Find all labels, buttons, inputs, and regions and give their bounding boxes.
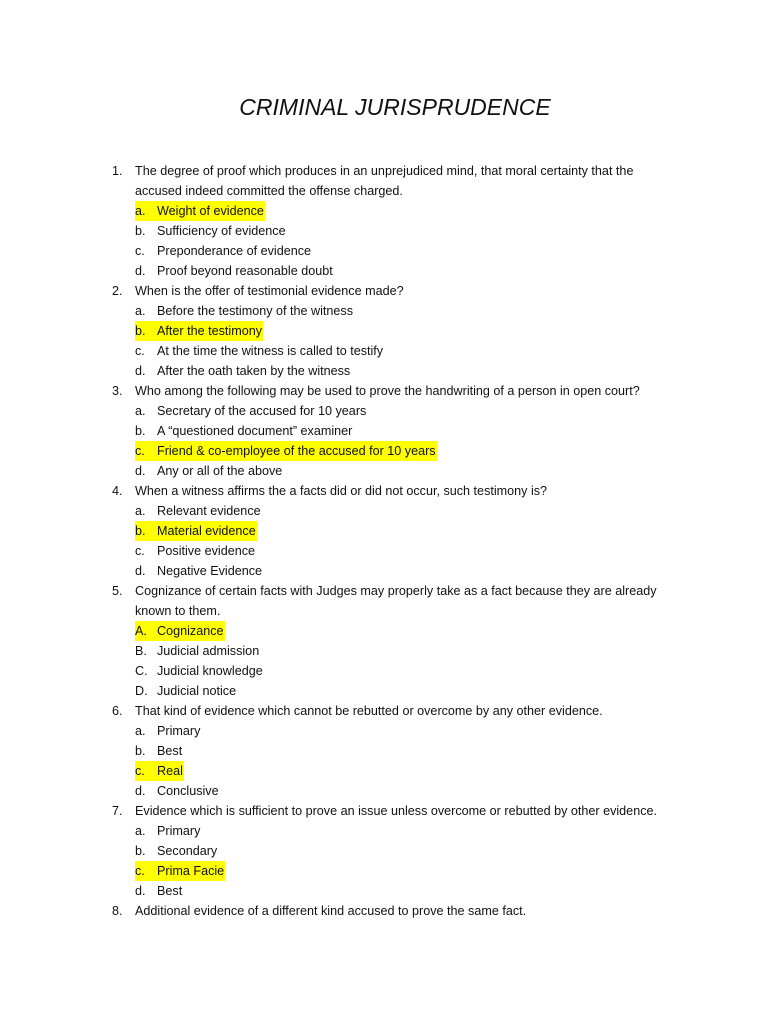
option-content [135, 541, 256, 561]
answer-option-highlighted [135, 321, 672, 341]
option-letter: c. [135, 444, 145, 458]
question-text: When is the offer of testimonial evidence made? [135, 284, 404, 298]
question-item [112, 901, 672, 921]
option-content [135, 741, 183, 761]
question-number: 3. [112, 384, 123, 398]
option-text: After the testimony [157, 324, 262, 338]
option-list [112, 201, 672, 281]
option-content [135, 781, 220, 801]
option-text: Relevant evidence [157, 504, 261, 518]
option-text: Cognizance [157, 624, 224, 638]
answer-option [135, 641, 672, 661]
option-content [135, 361, 351, 381]
option-letter: d. [135, 884, 146, 898]
option-letter: a. [135, 824, 146, 838]
answer-option [135, 401, 672, 421]
option-letter: d. [135, 564, 146, 578]
option-letter: A. [135, 624, 147, 638]
option-letter: C. [135, 664, 148, 678]
question-text: The degree of proof which produces in an unprejudiced mind, that moral certainty that the accused indeed committed the offense charged. [135, 164, 634, 198]
question-item [112, 161, 672, 281]
question-number: 4. [112, 484, 123, 498]
option-text: Best [157, 884, 183, 898]
option-text: Before the testimony of the witness [157, 304, 354, 318]
option-content [135, 241, 312, 261]
option-content [135, 501, 262, 521]
answer-option [135, 821, 672, 841]
question-number: 8. [112, 904, 123, 918]
option-content [135, 681, 237, 701]
option-content [135, 401, 367, 421]
answer-option [135, 341, 672, 361]
answer-option [135, 881, 672, 901]
highlight-marker [135, 761, 184, 781]
option-letter: d. [135, 464, 146, 478]
option-letter: a. [135, 504, 146, 518]
question-item [112, 281, 672, 381]
answer-option [135, 501, 672, 521]
option-content [135, 821, 201, 841]
option-text: Best [157, 744, 183, 758]
option-text: Conclusive [157, 784, 219, 798]
answer-option [135, 681, 672, 701]
option-letter: c. [135, 244, 145, 258]
question-number: 7. [112, 804, 123, 818]
page-title: CRIMINAL JURISPRUDENCE [239, 94, 551, 120]
question-row [112, 161, 672, 201]
question-row [112, 901, 672, 921]
option-list [112, 401, 672, 481]
question-item [112, 581, 672, 701]
option-text: Judicial notice [157, 684, 237, 698]
option-text: Secondary [157, 844, 218, 858]
option-content [135, 641, 260, 661]
option-text: Preponderance of evidence [157, 244, 312, 258]
option-content [135, 561, 263, 581]
question-item [112, 381, 672, 481]
answer-option [135, 781, 672, 801]
option-text: At the time the witness is called to testify [157, 344, 384, 358]
highlight-marker [135, 321, 263, 341]
answer-option [135, 421, 672, 441]
option-letter: b. [135, 844, 146, 858]
answer-option [135, 221, 672, 241]
option-list [112, 621, 672, 701]
question-text: That kind of evidence which cannot be rebutted or overcome by any other evidence. [135, 704, 603, 718]
question-text: Cognizance of certain facts with Judges may properly take as a fact because they are already known to them. [135, 584, 657, 618]
option-content [135, 341, 384, 361]
option-content [135, 221, 287, 241]
option-content [135, 661, 264, 681]
question-row [112, 481, 672, 501]
option-list [112, 301, 672, 381]
highlight-marker [135, 621, 225, 641]
option-content [135, 721, 201, 741]
option-letter: c. [135, 544, 145, 558]
question-row [112, 701, 672, 721]
option-letter: d. [135, 364, 146, 378]
answer-option [135, 261, 672, 281]
answer-option-highlighted [135, 441, 672, 461]
question-text: When a witness affirms the a facts did or did not occur, such testimony is? [135, 484, 548, 498]
highlight-marker [135, 861, 225, 881]
option-text: Primary [157, 824, 201, 838]
option-text: Positive evidence [157, 544, 256, 558]
question-number: 1. [112, 164, 123, 178]
option-letter: D. [135, 684, 148, 698]
question-row [112, 281, 672, 301]
answer-option-highlighted [135, 521, 672, 541]
option-letter: c. [135, 764, 145, 778]
question-list [112, 161, 672, 921]
option-text: Friend & co-employee of the accused for 10 years [157, 444, 436, 458]
highlight-marker [135, 201, 265, 221]
option-letter: a. [135, 404, 146, 418]
option-text: Sufficiency of evidence [157, 224, 286, 238]
option-content [135, 461, 283, 481]
option-letter: c. [135, 864, 145, 878]
option-text: Real [157, 764, 183, 778]
highlight-marker [135, 521, 257, 541]
option-text: Prima Facie [157, 864, 225, 878]
option-text: Judicial admission [157, 644, 260, 658]
answer-option-highlighted [135, 761, 672, 781]
option-text: Weight of evidence [157, 204, 264, 218]
question-number: 6. [112, 704, 123, 718]
option-content [135, 881, 183, 901]
question-item [112, 801, 672, 901]
option-letter: b. [135, 744, 146, 758]
option-text: Proof beyond reasonable doubt [157, 264, 333, 278]
option-content [135, 841, 218, 861]
answer-option [135, 841, 672, 861]
answer-option-highlighted [135, 201, 672, 221]
answer-option [135, 661, 672, 681]
option-content [135, 301, 354, 321]
option-letter: a. [135, 204, 146, 218]
answer-option-highlighted [135, 861, 672, 881]
option-text: Any or all of the above [157, 464, 283, 478]
option-letter: b. [135, 424, 146, 438]
option-text: Judicial knowledge [157, 664, 263, 678]
question-text: Evidence which is sufficient to prove an issue unless overcome or rebutted by other evidence. [135, 804, 657, 818]
option-letter: d. [135, 784, 146, 798]
highlight-marker [135, 441, 437, 461]
option-list [112, 501, 672, 581]
question-row [112, 581, 672, 621]
option-letter: b. [135, 224, 146, 238]
option-letter: a. [135, 304, 146, 318]
option-list [112, 721, 672, 801]
answer-option [135, 561, 672, 581]
option-letter: d. [135, 264, 146, 278]
question-item [112, 481, 672, 581]
answer-option-highlighted [135, 621, 672, 641]
answer-option [135, 241, 672, 261]
question-item [112, 701, 672, 801]
answer-option [135, 461, 672, 481]
option-content [135, 261, 334, 281]
question-row [112, 381, 672, 401]
option-text: Primary [157, 724, 201, 738]
option-text: After the oath taken by the witness [157, 364, 351, 378]
question-number: 5. [112, 584, 123, 598]
answer-option [135, 741, 672, 761]
question-row [112, 801, 672, 821]
option-text: Negative Evidence [157, 564, 263, 578]
option-letter: B. [135, 644, 147, 658]
option-letter: b. [135, 524, 146, 538]
option-letter: c. [135, 344, 145, 358]
answer-option [135, 721, 672, 741]
option-letter: b. [135, 324, 146, 338]
option-text: A “questioned document” examiner [157, 424, 353, 438]
question-text: Additional evidence of a different kind accused to prove the same fact. [135, 904, 527, 918]
option-content [135, 421, 353, 441]
answer-option [135, 541, 672, 561]
option-text: Secretary of the accused for 10 years [157, 404, 367, 418]
option-letter: a. [135, 724, 146, 738]
option-list [112, 821, 672, 901]
question-number: 2. [112, 284, 123, 298]
answer-option [135, 361, 672, 381]
option-text: Material evidence [157, 524, 256, 538]
question-text: Who among the following may be used to prove the handwriting of a person in open court? [135, 384, 640, 398]
answer-option [135, 301, 672, 321]
